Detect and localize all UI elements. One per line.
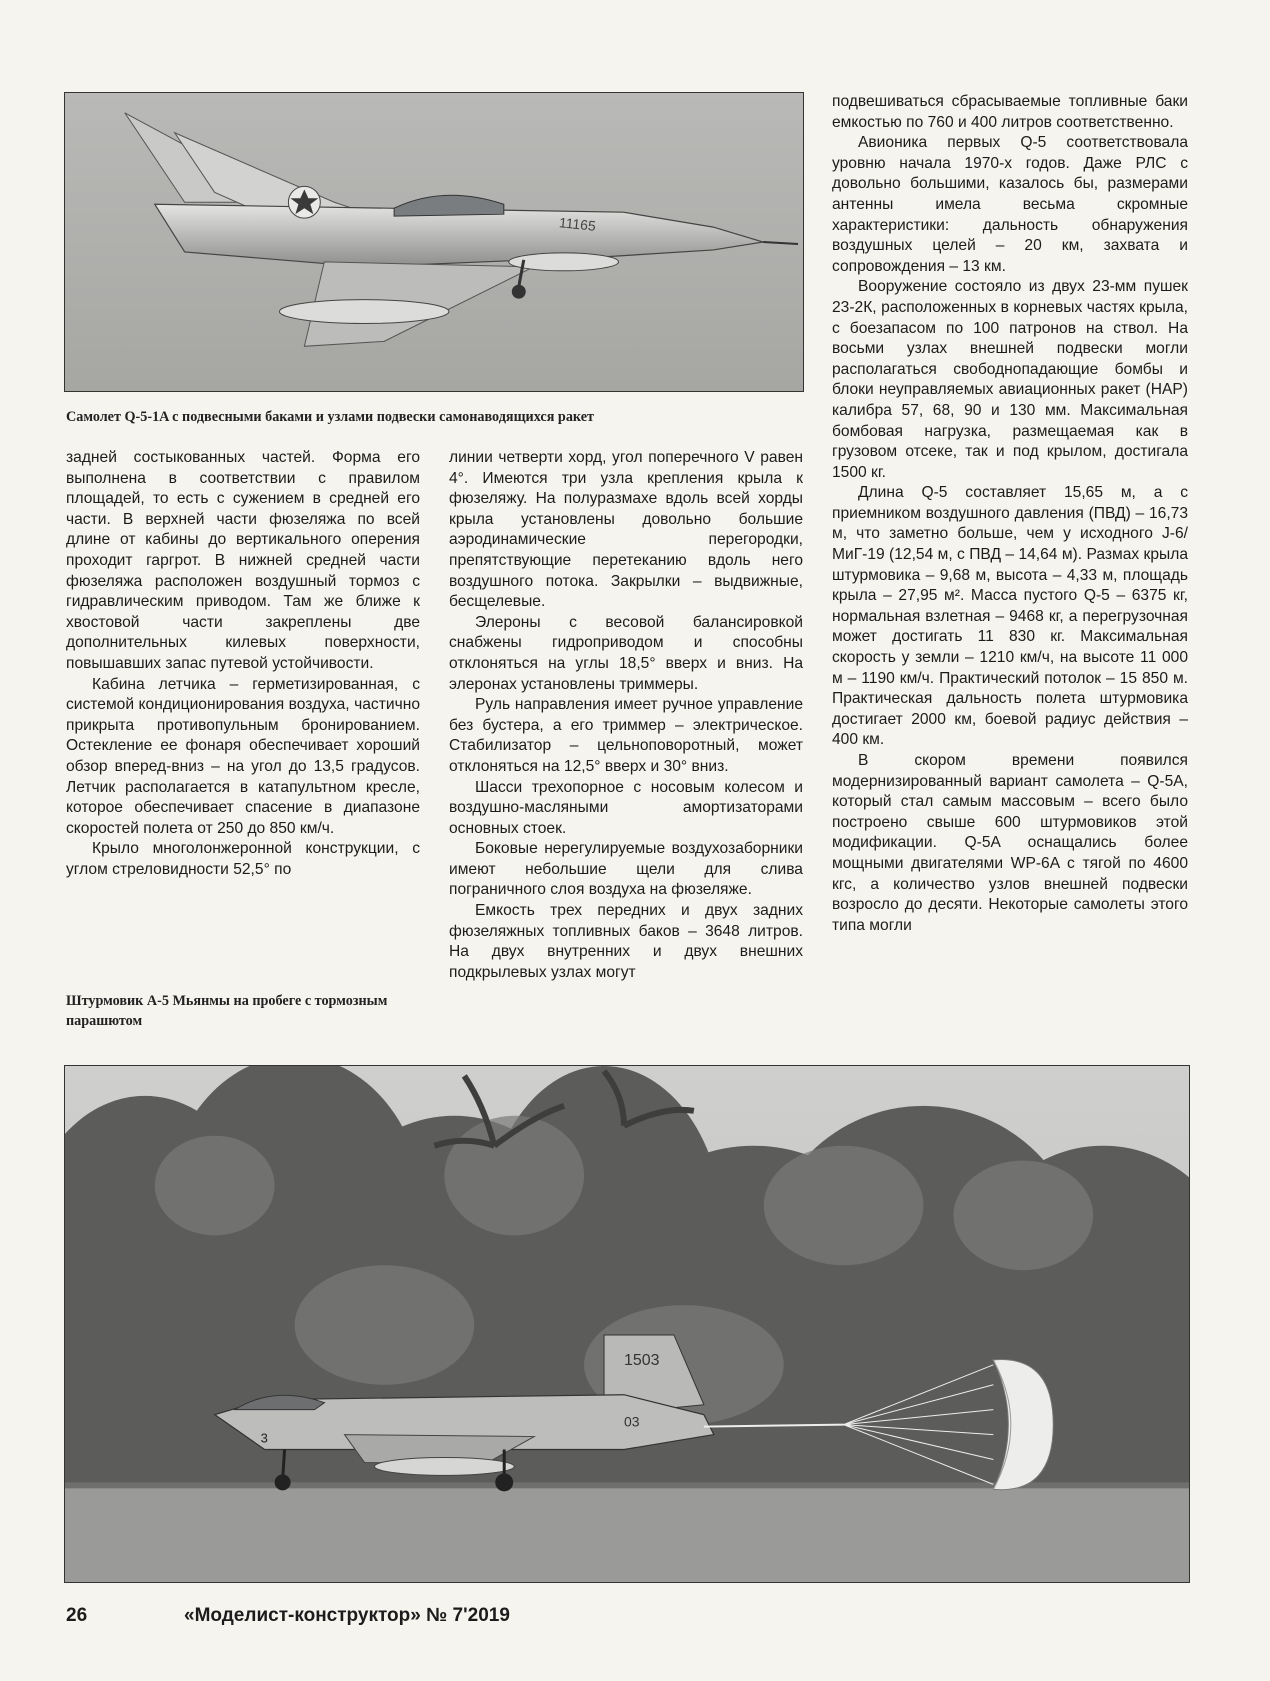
caption-bottom-photo: Штурмовик А-5 Мьянмы на пробеге с тормозным парашютом xyxy=(66,993,388,1029)
photo-a5-landing-parachute xyxy=(64,1065,1190,1583)
page-number: 26 xyxy=(66,1605,88,1626)
magazine-issue: «Моделист-конструктор» № 7'2019 xyxy=(184,1605,510,1626)
tail-number: 11165 xyxy=(558,214,597,234)
paragraph: Боковые нерегулируемые воздухозаборники имеют небольшие щели для слива пограничного слоя воздуха на фюзеляже. xyxy=(449,840,803,899)
drop-tank-right xyxy=(509,253,619,271)
drop-tank-left xyxy=(279,300,449,324)
runway xyxy=(65,1484,1189,1582)
paragraph: Руль направления имеет ручное управление без бустера, а его триммер – электрическое. Стабилизатор – цельноповоротный, может отклоняться на 12,5° вверх и 30° вниз. xyxy=(449,696,803,775)
nose-label: 3 xyxy=(260,1430,268,1446)
paragraph: Кабина летчика – герметизированная, с системой кондиционирования воздуха, частично прикрыта противопульным бронированием. Остекление ее фонаря обеспечивает хороший обзор вперед-вниз – на угол до 13,5 градусов. Летчик располагается в катапультном кресле, которое обеспечивает спасение в диапазоне скоростей полета от 250 до 850 км/ч. xyxy=(66,675,420,837)
paragraph: Емкость трех передних и двух задних фюзеляжных топливных баков – 3648 литров. На двух внутренних и двух внешних подкрылевых узлах могут xyxy=(449,902,803,981)
paragraph: Длина Q-5 составляет 15,65 м, а с приемником воздушного давления (ПВД) – 16,73 м, что заметно больше, чем у исходного J-6/МиГ-19 (12,54 м, с ПВД – 14,64 м). Размах крыла штурмовика – 9,68 м, высота – 4,33 м, площадь крыла – 27,95 м². Масса пустого Q-5 – 6375 кг, нормальная взлетная – 9468 кг, а перегрузочная может достигать 11 830 кг. Максимальная скорость у земли – 1210 км/ч, на высоте 11 000 м – 1190 км/ч. Практический потолок – 15 850 м. Практическая дальность полета штурмовика достигает 2000 км, боевой радиус действия – 400 км. xyxy=(832,484,1188,749)
paragraph: Элероны с весовой балансировкой снабжены гидроприводом и способны отклоняться на углы 18,5° вверх и вниз. На элеронах установлены триммеры. xyxy=(449,613,803,693)
paragraph: Шасси трехопорное с носовым колесом и воздушно-масляными амортизаторами основных стоек. xyxy=(449,778,803,837)
text-column-1 xyxy=(66,448,420,880)
caption-top-photo: Самолет Q-5-1A с подвесными баками и узлами подвески самонаводящихся ракет xyxy=(66,409,594,425)
photo-q5-in-flight xyxy=(64,92,804,392)
paragraph: подвешиваться сбрасываемые топливные баки емкостью по 760 и 400 литров соответственно. xyxy=(832,93,1188,131)
paragraph: линии четверти хорд, угол поперечного V равен 4°. Имеются три узла крепления крыла к фюзеляжу. На полуразмахе вдоль всей хорды крыла установлены довольно большие аэродинамические перегородки, препятствующие перетеканию вдоль него воздушного потока. Закрылки – выдвижные, бесщелевые. xyxy=(449,449,803,611)
paragraph: Авионика первых Q-5 соответствовала уровню начала 1970-х годов. Даже РЛС с довольно большими, казалось бы, размерами антенны имела весьма скромные характеристики: дальность обнаружения воздушных целей – 20 км, захвата и сопровождения – 13 км. xyxy=(832,134,1188,275)
paragraph: задней состыкованных частей. Форма его выполнена в соответствии с правилом площадей, то есть с сужением в средней его части. В верхней части фюзеляжа по всей длине от кабины до вертикального оперения проходит гаргрот. В нижней средней части фюзеляжа расположен воздушный тормоз с гидравлическим приводом. Там же ближе к хвостовой части закреплены две дополнительных килевых поверхности, повышавших запас путевой устойчивости. xyxy=(66,449,420,672)
fuselage-number: 03 xyxy=(624,1413,640,1430)
paragraph: В скором времени появился модернизированный вариант самолета – Q-5A, который стал самым массовым – всего было построено свыше 600 штурмовиков этой модификации. Q-5A оснащались более мощными двигателями WP-6A с тягой по 4600 кгс, а количество узлов внешней подвески возросло до десяти. Некоторые самолеты этого типа могли xyxy=(832,752,1188,934)
text-column-2 xyxy=(449,448,803,983)
paragraph: Крыло многолонжеронной конструкции, с углом стреловидности 52,5° по xyxy=(66,840,420,878)
paragraph: Вооружение состояло из двух 23-мм пушек 23-2К, расположенных в корневых частях крыла, с боезапасом по 100 патронов на ствол. На восьми узлах внешней подвески могли располагаться свободнопадающие бомбы и блоки неуправляемых авиационных ракет (НАР) калибра 57, 68, 90 и 130 мм. Максимальная бомбовая нагрузка, размещаемая как в грузовом отсеке, так и под крылом, достигала 1500 кг. xyxy=(832,278,1188,481)
tail-number: 1503 xyxy=(624,1351,660,1369)
text-column-3 xyxy=(832,92,1188,936)
